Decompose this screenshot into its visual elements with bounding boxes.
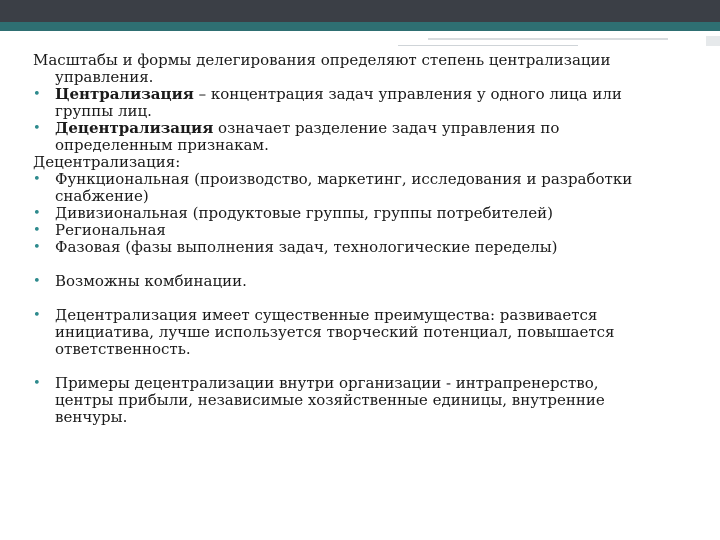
bullet-icon: •	[33, 87, 41, 102]
decorative-line	[398, 45, 578, 46]
type-text: Функциональная (производство, маркетинг, исследования и разработки	[55, 170, 633, 188]
bullet-icon: •	[33, 206, 41, 221]
item-text: означает разделение задач управления по	[213, 119, 560, 137]
list-item-type	[33, 171, 693, 188]
advantages-line: ответственность.	[55, 340, 191, 358]
slide-body	[33, 52, 693, 426]
list-item-centralization	[33, 86, 693, 103]
intro-text-cont: управления.	[55, 68, 154, 86]
bullet-icon: •	[33, 274, 41, 289]
list-item-type	[33, 222, 693, 239]
accent-bar	[0, 22, 720, 31]
type-text: Дивизиональная (продуктовые группы, группы потребителей)	[55, 204, 553, 222]
list-item-combinations	[33, 273, 693, 290]
bullet-icon: •	[33, 121, 41, 136]
decorative-line	[428, 38, 668, 40]
decorative-block	[706, 36, 720, 46]
type-text-cont: снабжение)	[55, 187, 149, 205]
advantages-line: инициатива, лучше используется творческий потенциал, повышается	[55, 323, 615, 341]
list-item-type	[33, 205, 693, 222]
examples-line: венчуры.	[55, 408, 128, 426]
subheading: Децентрализация:	[33, 153, 181, 171]
list-item-type	[33, 239, 693, 256]
combinations-text: Возможны комбинации.	[55, 272, 247, 290]
top-bar	[0, 0, 720, 22]
examples-line: центры прибыли, независимые хозяйственные единицы, внутренние	[55, 391, 605, 409]
intro-text: Масштабы и формы делегирования определяют степень централизации	[33, 51, 611, 69]
list-item-examples	[33, 375, 693, 392]
bullet-icon: •	[33, 308, 41, 323]
advantages-line: Децентрализация имеет существенные преимущества: развивается	[55, 306, 598, 324]
term-centralization: Централизация	[55, 85, 194, 103]
item-text: – концентрация задач управления у одного лица или	[193, 85, 622, 103]
item-text-cont: определенным признакам.	[55, 136, 269, 154]
type-text: Региональная	[55, 221, 166, 239]
type-text: Фазовая (фазы выполнения задач, технологические переделы)	[55, 238, 558, 256]
item-text-cont: группы лиц.	[55, 102, 152, 120]
bullet-icon: •	[33, 223, 41, 238]
examples-line: Примеры децентрализации внутри организации - интрапренерство,	[55, 374, 599, 392]
bullet-icon: •	[33, 172, 41, 187]
term-decentralization: Децентрализация	[55, 119, 214, 137]
bullet-icon: •	[33, 240, 41, 255]
bullet-icon: •	[33, 376, 41, 391]
list-item-advantages	[33, 307, 693, 324]
list-item-decentralization	[33, 120, 693, 137]
